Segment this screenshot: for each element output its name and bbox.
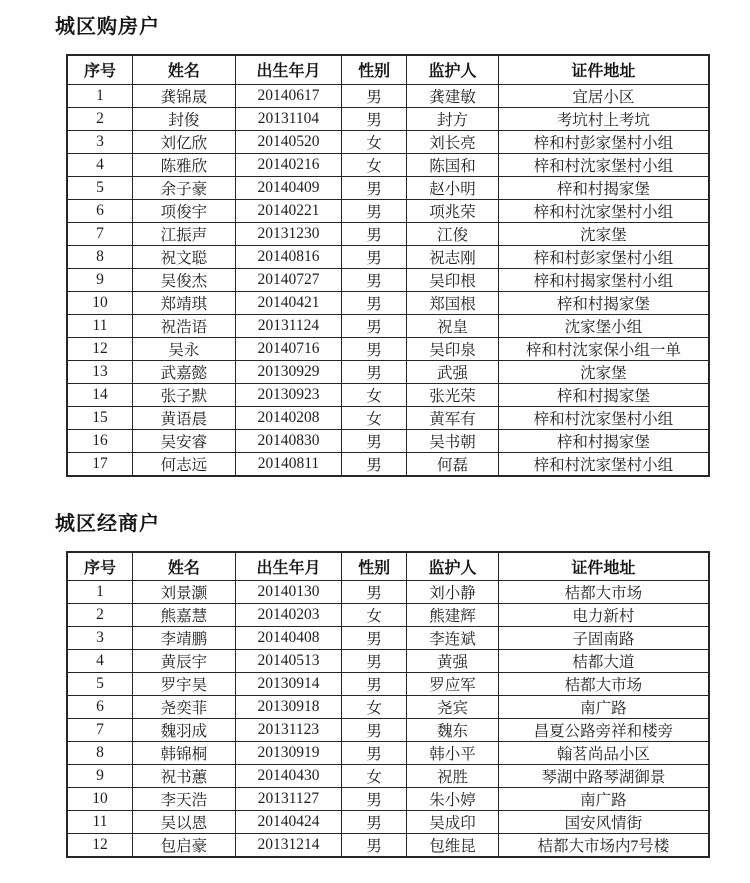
table-cell: 男 — [342, 429, 407, 452]
table-cell: 尧宾 — [407, 696, 499, 719]
table-cell: 沈家堡 — [498, 360, 709, 383]
table-cell: 20140421 — [235, 291, 342, 314]
section-title-business-households: 城区经商户 — [55, 512, 160, 535]
table-row — [67, 834, 709, 858]
table-cell: 龚建敏 — [407, 84, 499, 107]
table-cell: 20140424 — [235, 811, 342, 834]
table-cell: 梓和村沈家堡村小组 — [498, 153, 709, 176]
table-cell: 梓和村揭家堡 — [498, 291, 709, 314]
table-cell: 6 — [67, 199, 132, 222]
table-cell: 桔都大市场内7号楼 — [498, 834, 709, 858]
table-row — [67, 650, 709, 673]
table-cell: 刘小静 — [407, 581, 499, 604]
column-header-0: 序号 — [67, 55, 132, 84]
table-cell: 男 — [342, 176, 407, 199]
table-cell: 20140617 — [235, 84, 342, 107]
table-row — [67, 130, 709, 153]
table-cell: 男 — [342, 627, 407, 650]
table-cell: 20131123 — [235, 719, 342, 742]
column-header-1: 姓名 — [132, 55, 235, 84]
table-cell: 20140408 — [235, 627, 342, 650]
table-cell: 男 — [342, 719, 407, 742]
table-cell: 男 — [342, 811, 407, 834]
table-cell: 韩锦桐 — [132, 742, 235, 765]
table-cell: 刘景灏 — [132, 581, 235, 604]
table-cell: 20140513 — [235, 650, 342, 673]
table-cell: 男 — [342, 84, 407, 107]
table-cell: 1 — [67, 581, 132, 604]
table-row — [67, 199, 709, 222]
table-cell: 4 — [67, 650, 132, 673]
table-cell: 20131230 — [235, 222, 342, 245]
table-cell: 祝文聪 — [132, 245, 235, 268]
table-cell: 祝皇 — [407, 314, 499, 337]
column-header-5: 证件地址 — [498, 55, 709, 84]
table-cell: 封俊 — [132, 107, 235, 130]
column-header-2: 出生年月 — [235, 552, 342, 581]
table-cell: 男 — [342, 452, 407, 476]
table-cell: 女 — [342, 765, 407, 788]
table-cell: 祝浩语 — [132, 314, 235, 337]
table-cell: 南广路 — [498, 696, 709, 719]
table-cell: 宜居小区 — [498, 84, 709, 107]
table-cell: 10 — [67, 291, 132, 314]
table-cell: 南广路 — [498, 788, 709, 811]
table-cell: 熊嘉慧 — [132, 604, 235, 627]
table-cell: 20140208 — [235, 406, 342, 429]
table-cell: 女 — [342, 130, 407, 153]
table-cell: 男 — [342, 834, 407, 858]
table-cell: 20140409 — [235, 176, 342, 199]
section-home-buyers — [55, 10, 710, 477]
header-row — [67, 55, 709, 84]
table-cell: 祝胜 — [407, 765, 499, 788]
table-cell: 20130914 — [235, 673, 342, 696]
table-cell: 5 — [67, 176, 132, 199]
table-row — [67, 176, 709, 199]
table-row — [67, 627, 709, 650]
table-cell: 余子豪 — [132, 176, 235, 199]
table-row — [67, 337, 709, 360]
table-cell: 4 — [67, 153, 132, 176]
table-cell: 1 — [67, 84, 132, 107]
table-cell: 男 — [342, 314, 407, 337]
table-cell: 7 — [67, 222, 132, 245]
table-cell: 项俊宇 — [132, 199, 235, 222]
table-row — [67, 742, 709, 765]
table-cell: 陈雅欣 — [132, 153, 235, 176]
table-cell: 赵小明 — [407, 176, 499, 199]
table-cell: 张子默 — [132, 383, 235, 406]
column-header-0: 序号 — [67, 552, 132, 581]
table-row — [67, 153, 709, 176]
table-cell: 沈家堡 — [498, 222, 709, 245]
table-cell: 男 — [342, 291, 407, 314]
table-cell: 张光荣 — [407, 383, 499, 406]
table-cell: 刘长亮 — [407, 130, 499, 153]
table-cell: 女 — [342, 604, 407, 627]
table-cell: 20140830 — [235, 429, 342, 452]
table-row — [67, 406, 709, 429]
table-cell: 女 — [342, 406, 407, 429]
table-cell: 梓和村彭家堡村小组 — [498, 130, 709, 153]
column-header-1: 姓名 — [132, 552, 235, 581]
table-cell: 吴以恩 — [132, 811, 235, 834]
table-cell: 男 — [342, 673, 407, 696]
table-row — [67, 268, 709, 291]
table-cell: 20140811 — [235, 452, 342, 476]
table-cell: 武强 — [407, 360, 499, 383]
table-cell: 梓和村揭家堡 — [498, 383, 709, 406]
table-cell: 考坑村上考坑 — [498, 107, 709, 130]
table-cell: 20140216 — [235, 153, 342, 176]
table-cell: 尧奕菲 — [132, 696, 235, 719]
table-cell: 20130929 — [235, 360, 342, 383]
table-cell: 女 — [342, 696, 407, 719]
table-cell: 何磊 — [407, 452, 499, 476]
table-row — [67, 84, 709, 107]
table-cell: 琴湖中路琴湖御景 — [498, 765, 709, 788]
table-cell: 梓和村彭家堡村小组 — [498, 245, 709, 268]
table-cell: 男 — [342, 650, 407, 673]
table-cell: 桔都大道 — [498, 650, 709, 673]
table-row — [67, 383, 709, 406]
table-cell: 魏东 — [407, 719, 499, 742]
table-cell: 祝志刚 — [407, 245, 499, 268]
table-cell: 项兆荣 — [407, 199, 499, 222]
table-row — [67, 222, 709, 245]
table-cell: 梓和村揭家堡 — [498, 429, 709, 452]
table-cell: 翰茗尚品小区 — [498, 742, 709, 765]
table-cell: 江俊 — [407, 222, 499, 245]
table-cell: 11 — [67, 811, 132, 834]
table-cell: 祝书蕙 — [132, 765, 235, 788]
home-buyers-table — [66, 54, 710, 477]
table-cell: 国安风情街 — [498, 811, 709, 834]
table-cell: 男 — [342, 245, 407, 268]
table-cell: 梓和村揭家堡 — [498, 176, 709, 199]
table-cell: 5 — [67, 673, 132, 696]
table-cell: 2 — [67, 107, 132, 130]
table-cell: 陈国和 — [407, 153, 499, 176]
table-cell: 20140727 — [235, 268, 342, 291]
table-cell: 2 — [67, 604, 132, 627]
table-row — [67, 696, 709, 719]
table-cell: 吴永 — [132, 337, 235, 360]
table-cell: 20140716 — [235, 337, 342, 360]
table-row — [67, 107, 709, 130]
section-business-households — [55, 507, 710, 859]
table-cell: 梓和村沈家堡村小组 — [498, 452, 709, 476]
table-cell: 熊建辉 — [407, 604, 499, 627]
business-households-table — [66, 551, 710, 859]
table-cell: 罗宇昊 — [132, 673, 235, 696]
table-cell: 9 — [67, 765, 132, 788]
table-cell: 20131124 — [235, 314, 342, 337]
table-cell: 李天浩 — [132, 788, 235, 811]
table-cell: 江振声 — [132, 222, 235, 245]
table-cell: 20131214 — [235, 834, 342, 858]
table-cell: 男 — [342, 199, 407, 222]
table-cell: 韩小平 — [407, 742, 499, 765]
table-cell: 20130918 — [235, 696, 342, 719]
table-cell: 吴书朝 — [407, 429, 499, 452]
table-row — [67, 314, 709, 337]
table-cell: 黄辰宇 — [132, 650, 235, 673]
column-header-3: 性别 — [342, 552, 407, 581]
table-cell: 子固南路 — [498, 627, 709, 650]
table-cell: 20140520 — [235, 130, 342, 153]
table-cell: 桔都大市场 — [498, 581, 709, 604]
table-cell: 黄强 — [407, 650, 499, 673]
table-cell: 桔都大市场 — [498, 673, 709, 696]
table-cell: 梓和村沈家堡村小组 — [498, 199, 709, 222]
table-row — [67, 811, 709, 834]
table-cell: 男 — [342, 107, 407, 130]
table-row — [67, 452, 709, 476]
table-cell: 吴俊杰 — [132, 268, 235, 291]
table-cell: 男 — [342, 742, 407, 765]
table-cell: 16 — [67, 429, 132, 452]
table-cell: 8 — [67, 245, 132, 268]
table-row — [67, 765, 709, 788]
table-cell: 魏羽成 — [132, 719, 235, 742]
table-cell: 龚锦晟 — [132, 84, 235, 107]
table-cell: 梓和村揭家堡村小组 — [498, 268, 709, 291]
table-cell: 朱小婷 — [407, 788, 499, 811]
table-cell: 3 — [67, 627, 132, 650]
table-cell: 武嘉懿 — [132, 360, 235, 383]
table-cell: 20131104 — [235, 107, 342, 130]
table-row — [67, 245, 709, 268]
table-cell: 封方 — [407, 107, 499, 130]
table-cell: 13 — [67, 360, 132, 383]
table-cell: 20140430 — [235, 765, 342, 788]
table-cell: 梓和村沈家保小组一单 — [498, 337, 709, 360]
column-header-4: 监护人 — [407, 552, 499, 581]
table-cell: 15 — [67, 406, 132, 429]
table-row — [67, 788, 709, 811]
table-cell: 郑国根 — [407, 291, 499, 314]
table-cell: 包启豪 — [132, 834, 235, 858]
table-cell: 男 — [342, 581, 407, 604]
header-row — [67, 552, 709, 581]
table-cell: 20131127 — [235, 788, 342, 811]
table-cell: 20130919 — [235, 742, 342, 765]
table-cell: 刘亿欣 — [132, 130, 235, 153]
table-row — [67, 719, 709, 742]
column-header-3: 性别 — [342, 55, 407, 84]
table-cell: 12 — [67, 834, 132, 858]
table-cell: 女 — [342, 153, 407, 176]
table-row — [67, 360, 709, 383]
table-cell: 沈家堡小组 — [498, 314, 709, 337]
table-cell: 17 — [67, 452, 132, 476]
table-cell: 9 — [67, 268, 132, 291]
column-header-4: 监护人 — [407, 55, 499, 84]
table-cell: 10 — [67, 788, 132, 811]
table-cell: 12 — [67, 337, 132, 360]
table-cell: 黄语晨 — [132, 406, 235, 429]
table-cell: 男 — [342, 360, 407, 383]
table-cell: 男 — [342, 337, 407, 360]
table-cell: 罗应军 — [407, 673, 499, 696]
table-cell: 20140816 — [235, 245, 342, 268]
table-cell: 吴安睿 — [132, 429, 235, 452]
table-cell: 女 — [342, 383, 407, 406]
table-cell: 昌夏公路旁祥和楼旁 — [498, 719, 709, 742]
table-row — [67, 673, 709, 696]
table-cell: 8 — [67, 742, 132, 765]
table-cell: 11 — [67, 314, 132, 337]
table-cell: 何志远 — [132, 452, 235, 476]
table-cell: 20130923 — [235, 383, 342, 406]
table-row — [67, 291, 709, 314]
table-cell: 3 — [67, 130, 132, 153]
table-cell: 20140203 — [235, 604, 342, 627]
table-cell: 7 — [67, 719, 132, 742]
table-cell: 李连斌 — [407, 627, 499, 650]
table-cell: 梓和村沈家堡村小组 — [498, 406, 709, 429]
table-cell: 包维昆 — [407, 834, 499, 858]
column-header-2: 出生年月 — [235, 55, 342, 84]
table-cell: 李靖鹏 — [132, 627, 235, 650]
table-cell: 吴成印 — [407, 811, 499, 834]
table-cell: 男 — [342, 788, 407, 811]
table-cell: 男 — [342, 268, 407, 291]
table-cell: 吴印泉 — [407, 337, 499, 360]
table-row — [67, 581, 709, 604]
table-cell: 6 — [67, 696, 132, 719]
table-cell: 男 — [342, 222, 407, 245]
table-cell: 14 — [67, 383, 132, 406]
table-cell: 黄军有 — [407, 406, 499, 429]
table-cell: 电力新村 — [498, 604, 709, 627]
column-header-5: 证件地址 — [498, 552, 709, 581]
table-cell: 郑靖琪 — [132, 291, 235, 314]
section-title-home-buyers: 城区购房户 — [55, 16, 160, 38]
table-row — [67, 429, 709, 452]
table-cell: 20140130 — [235, 581, 342, 604]
table-row — [67, 604, 709, 627]
table-cell: 吴印根 — [407, 268, 499, 291]
table-cell: 20140221 — [235, 199, 342, 222]
